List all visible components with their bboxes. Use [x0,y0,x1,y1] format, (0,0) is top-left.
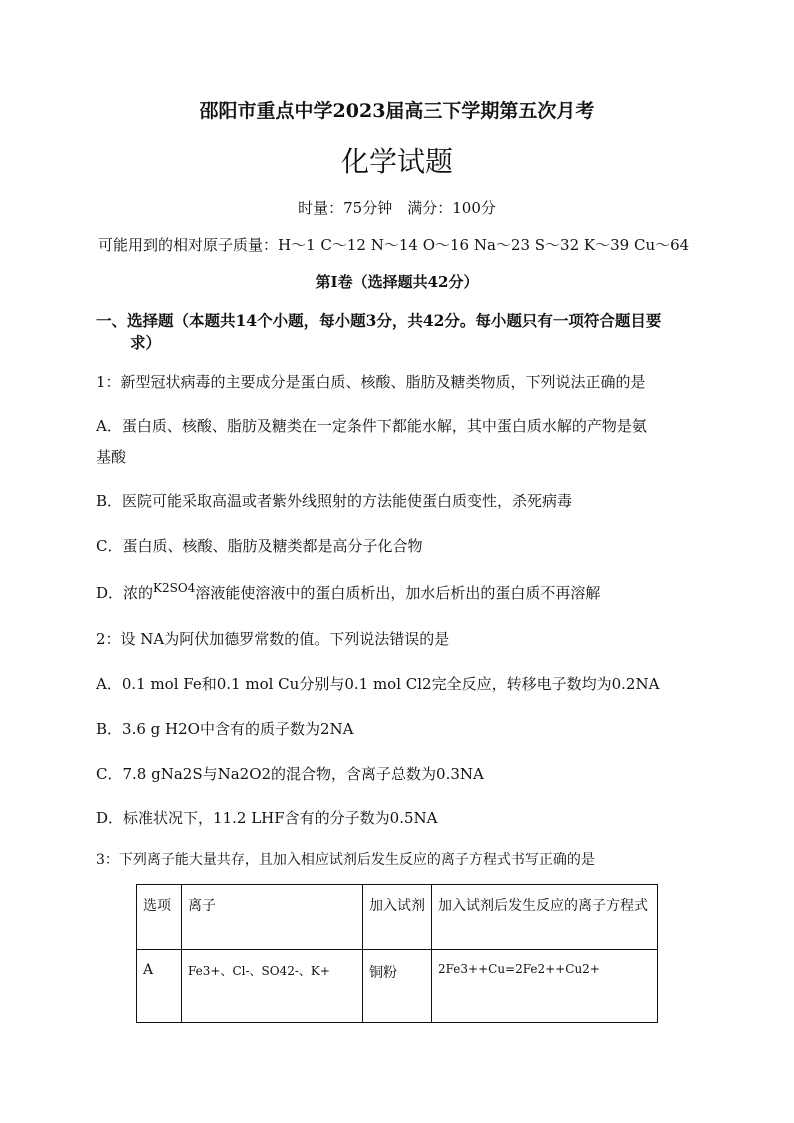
cell-equation: 2Fe3++Cu=2Fe2++Cu2+ [432,950,658,1023]
q1-option-d-suffix: 溶液能使溶液中的蛋白质析出，加水后析出的蛋白质不再溶解 [195,584,601,602]
q1-option-c: C．蛋白质、核酸、脂肪及糖类都是高分子化合物 [96,537,423,555]
q2-option-a: A．0.1 mol Fe和0.1 mol Cu分别与0.1 mol Cl2完全反应，转移电子数均为0.2NA [96,675,660,693]
header-option: 选项 [137,885,182,950]
q2-option-c: C．7.8 gNa2S与Na2O2的混合物，含离子总数为0.3NA [96,765,484,783]
q1-option-b: B．医院可能采取高温或者紫外线照射的方法能使蛋白质变性，杀死病毒 [96,492,573,510]
header-equation: 加入试剂后发生反应的离子方程式 [432,885,658,950]
q2-stem: 2：设 NA为阿伏加德罗常数的值。下列说法错误的是 [96,630,450,648]
q2-option-d: D．标准状况下，11.2 LHF含有的分子数为0.5NA [96,809,438,827]
header-ions: 离子 [182,885,363,950]
cell-ions: Fe3+、Cl-、SO42-、K+ [182,950,363,1023]
q1-option-d-prefix: D．浓的 [96,584,154,602]
header-reagent: 加入试剂 [363,885,432,950]
cell-reagent: 铜粉 [363,950,432,1023]
table-header-row [137,885,658,950]
k2so4-formula: K2SO4 [153,581,196,595]
section-heading-cont: 求） [130,333,162,352]
q1-option-a: A．蛋白质、核酸、脂肪及糖类在一定条件下都能水解，其中蛋白质水解的产物是氨 [96,417,647,435]
part-title: 第Ⅰ卷（选择题共42分） [315,273,479,291]
subject-title: 化学试题 [340,145,453,178]
atomic-masses: 可能用到的相对原子质量：H～1 C～12 N～14 O～16 Na～23 S～32 K～39 Cu～64 [98,236,690,254]
cell-option: A [137,950,182,1023]
table-row [137,950,658,1023]
q3-stem: 3：下列离子能大量共存，且加入相应试剂后发生反应的离子方程式书写正确的是 [96,852,595,868]
q1-stem: 1：新型冠状病毒的主要成分是蛋白质、核酸、脂肪及糖类物质，下列说法正确的是 [96,373,646,391]
q1-option-d [96,582,600,603]
exam-title: 邵阳市重点中学2023届高三下学期第五次月考 [199,100,595,122]
section-heading: 一、选择题（本题共14个小题，每小题3分，共42分。每小题只有一项符合题目要 [96,311,662,330]
exam-meta: 时量：75分钟 满分：100分 [298,199,496,217]
q3-options-table [136,884,658,1023]
q2-option-b: B．3.6 g H2O中含有的质子数为2NA [96,720,354,738]
q1-option-a-cont: 基酸 [96,448,127,466]
